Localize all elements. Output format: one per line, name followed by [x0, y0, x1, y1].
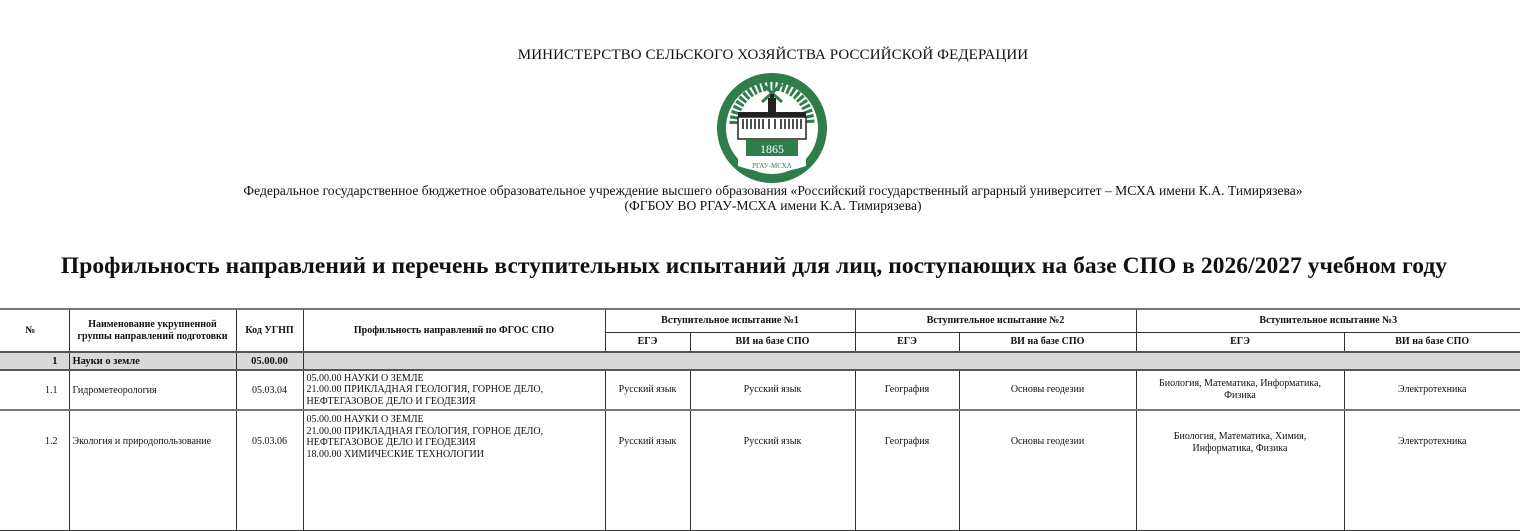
row-direction-name: Экология и природопользование	[69, 410, 236, 530]
row-direction-name: Гидрометеорология	[69, 370, 236, 410]
column-header-test2-vi: ВИ на базе СПО	[959, 332, 1136, 352]
column-header-group-name: Наименование укрупненной группы направлений подготовки	[69, 309, 236, 352]
column-header-test1: Вступительное испытание №1	[605, 309, 855, 332]
profile-line: НЕФТЕГАЗОВОЕ ДЕЛО И ГЕОДЕЗИЯ	[306, 437, 476, 448]
column-header-test3-vi: ВИ на базе СПО	[1344, 332, 1520, 352]
column-header-code: Код УГНП	[236, 309, 303, 352]
test3-ege	[1136, 410, 1344, 530]
column-header-test1-vi: ВИ на базе СПО	[690, 332, 855, 352]
svg-text:1865: 1865	[760, 142, 784, 156]
group-code: 05.00.00	[236, 352, 303, 370]
profile-line: 05.00.00 НАУКИ О ЗЕМЛЕ	[306, 414, 424, 425]
table-row	[0, 410, 1520, 530]
row-number: 1.1	[0, 370, 69, 410]
organization-full-name: Федеральное государственное бюджетное образовательное учреждение высшего образования «Российский государственный аграрный университет – МСХА имени К.А. Тимирязева»	[243, 183, 1303, 198]
ministry-heading: МИНИСТЕРСТВО СЕЛЬСКОГО ХОЗЯЙСТВА РОССИЙСКОЙ ФЕДЕРАЦИИ	[517, 47, 1029, 63]
test3-ege-line: Информатика, Физика	[1192, 443, 1288, 454]
test2-vi: Основы геодезии	[959, 370, 1136, 410]
test3-vi: Электротехника	[1344, 370, 1520, 410]
university-emblem-icon	[716, 72, 828, 184]
test3-ege-line: Физика	[1224, 390, 1256, 401]
test1-vi: Русский язык	[690, 370, 855, 410]
column-header-test2: Вступительное испытание №2	[855, 309, 1136, 332]
test3-ege-line: Биология, Математика, Информатика,	[1159, 378, 1321, 389]
test1-vi: Русский язык	[690, 410, 855, 530]
row-profile-list	[303, 370, 605, 410]
column-header-test1-ege: ЕГЭ	[605, 332, 690, 352]
table-header-row	[0, 309, 1520, 332]
document-title: Профильность направлений и перечень вступительных испытаний для лиц, поступающих на базе СПО в 2026/2027 учебном году	[60, 253, 1448, 279]
organization-short-name: (ФГБОУ ВО РГАУ-МСХА имени К.А. Тимирязева)	[624, 198, 922, 213]
test1-ege: Русский язык	[605, 370, 690, 410]
table-row	[0, 370, 1520, 410]
profile-line: 21.00.00 ПРИКЛАДНАЯ ГЕОЛОГИЯ, ГОРНОЕ ДЕЛО,	[306, 425, 544, 437]
column-header-number: №	[0, 309, 69, 352]
row-profile-list	[303, 410, 605, 530]
column-header-test3: Вступительное испытание №3	[1136, 309, 1520, 332]
profile-line: 18.00.00 ХИМИЧЕСКИЕ ТЕХНОЛОГИИ	[306, 448, 484, 460]
test3-ege-line: Биология, Математика, Химия,	[1173, 431, 1307, 442]
svg-text:РГАУ-МСХА: РГАУ-МСХА	[752, 162, 792, 170]
test1-ege: Русский язык	[605, 410, 690, 530]
profile-line: 05.00.00 НАУКИ О ЗЕМЛЕ	[306, 372, 424, 384]
column-header-test2-ege: ЕГЭ	[855, 332, 959, 352]
group-row-filler	[303, 352, 1520, 370]
profile-line: 21.00.00 ПРИКЛАДНАЯ ГЕОЛОГИЯ, ГОРНОЕ ДЕЛО,	[306, 384, 544, 396]
row-code: 05.03.06	[236, 410, 303, 530]
column-header-profile: Профильность направлений по ФГОС СПО	[303, 309, 605, 352]
group-name: Науки о земле	[69, 352, 236, 370]
test3-ege	[1136, 370, 1344, 410]
test3-vi: Электротехника	[1344, 410, 1520, 530]
group-number: 1	[0, 352, 69, 370]
test2-vi: Основы геодезии	[959, 410, 1136, 530]
test2-ege: География	[855, 370, 959, 410]
profile-line: НЕФТЕГАЗОВОЕ ДЕЛО И ГЕОДЕЗИЯ	[306, 395, 476, 407]
test2-ege: География	[855, 410, 959, 530]
column-header-test3-ege: ЕГЭ	[1136, 332, 1344, 352]
group-row	[0, 352, 1520, 370]
row-code: 05.03.04	[236, 370, 303, 410]
admission-tests-table	[0, 308, 1520, 531]
row-number: 1.2	[0, 410, 69, 530]
